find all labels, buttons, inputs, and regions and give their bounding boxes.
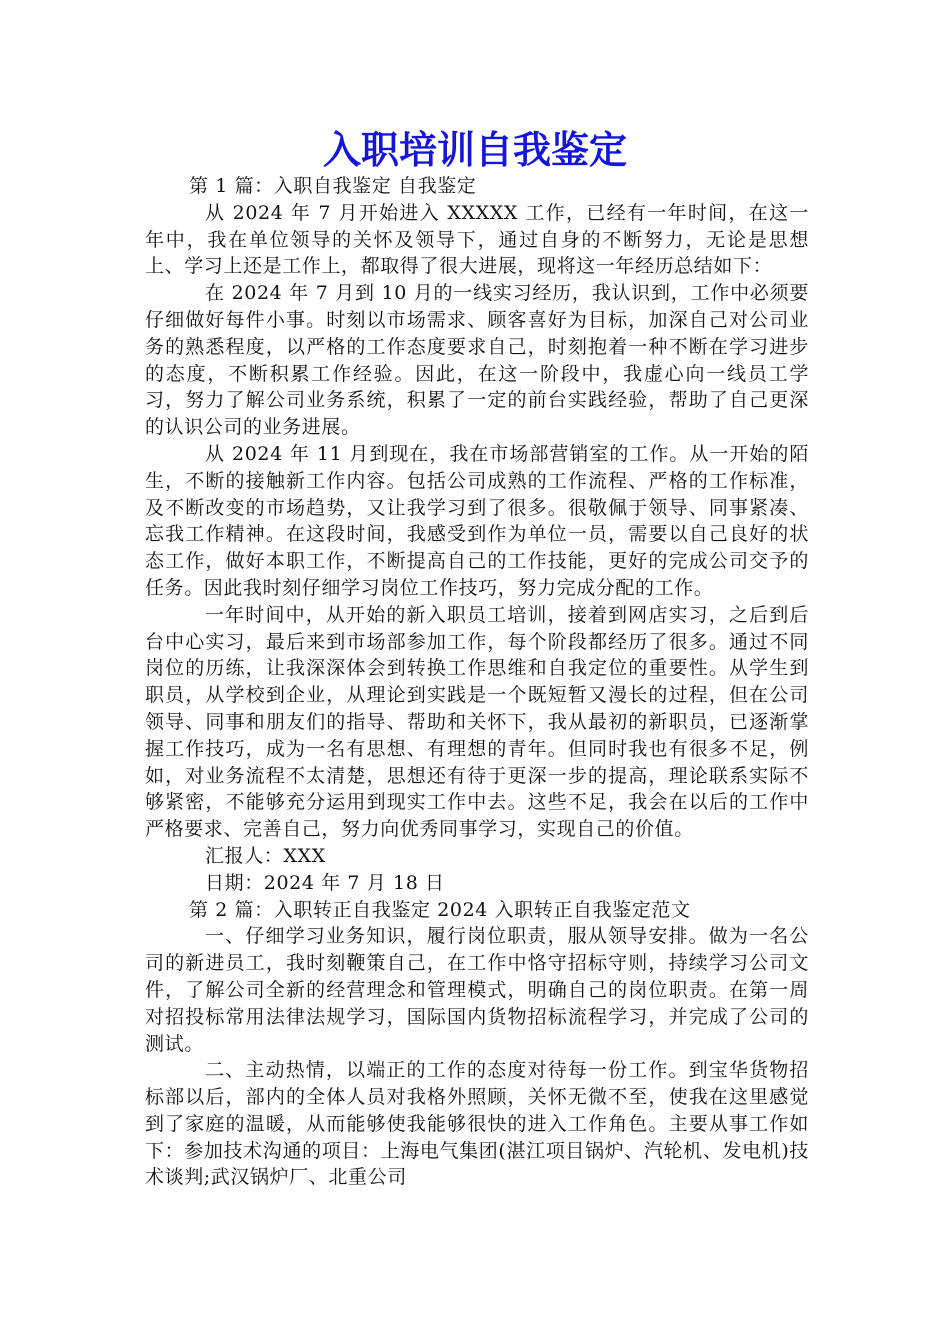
- date-line: 日期：2024 年 7 月 18 日: [205, 871, 445, 894]
- section-2-paragraph-2: 二、主动热情，以端正的工作的态度对待每一份工作。到宝华货物招标部以后，部内的全体人员对我格外照顾，关怀无微不至，使我在这里感觉到了家庭的温暖，从而能够使我能够很快的进入工作角色。主要从事工作如下：参加技术沟通的项目：上海电气集团(湛江项目锅炉、汽轮机、发电机)技术谈判;武汉锅炉厂、北重公司: [145, 1059, 809, 1189]
- section-2-paragraph-1: 一、仔细学习业务知识，履行岗位职责，服从领导安排。做为一名公司的新进员工，我时刻鞭策自己，在工作中恪守招标守则，持续学习公司文件，了解公司全新的经营理念和管理模式，明确自己的岗位职责。在第一周对招投标常用法律法规学习，国际国内货物招标流程学习，并完成了公司的测试。: [145, 925, 809, 1055]
- section-1-paragraph-1: 从 2024 年 7 月开始进入 XXXXX 工作，已经有一年时间，在这一年中，我在单位领导的关怀及领导下，通过自身的不断努力，无论是思想上、学习上还是工作上，都取得了很大进展，现将这一年经历总结如下：: [145, 201, 809, 278]
- section-1-paragraph-4: 一年时间中，从开始的新入职员工培训，接着到网店实习，之后到后台中心实习，最后来到市场部参加工作，每个阶段都经历了很多。通过不同岗位的历练，让我深深体会到转换工作思维和自我定位的重要性。从学生到职员，从学校到企业，从理论到实践是一个既短暂又漫长的过程，但在公司领导、同事和朋友们的指导、帮助和关怀下，我从最初的新职员，已逐渐掌握工作技巧，成为一名有思想、有理想的青年。但同时我也有很多不足，例如，对业务流程不太清楚，思想还有待于更深一步的提高，理论联系实际不够紧密，不能够充分运用到现实工作中去。这些不足，我会在以后的工作中严格要求、完善自己，努力向优秀同事学习，实现自己的价值。: [145, 603, 809, 841]
- document-title: 入职培训自我鉴定: [322, 127, 627, 172]
- section-1-heading: 第 1 篇：入职自我鉴定 自我鉴定: [189, 175, 477, 197]
- section-1-paragraph-3: 从 2024 年 11 月到现在，我在市场部营销室的工作。从一开始的陌生，不断的接触新工作内容。包括公司成熟的工作流程、严格的工作标准，及不断改变的市场趋势，又让我学习到了很多。很敬佩于领导、同事紧凑、忘我工作精神。在这段时间，我感受到作为单位一员，需要以自己良好的状态工作，做好本职工作，不断提高自己的工作技能，更好的完成公司交予的任务。因此我时刻仔细学习岗位工作技巧，努力完成分配的工作。: [145, 442, 809, 599]
- section-1-paragraph-2: 在 2024 年 7 月到 10 月的一线实习经历，我认识到，工作中必须要仔细做好每件小事。时刻以市场需求、顾客喜好为目标，加深自己对公司业务的熟悉程度，以严格的工作态度要求自己，时刻抱着一种不断在学习进步的态度，不断积累工作经验。因此，在这一阶段中，我虚心向一线员工学习，努力了解公司业务系统，积累了一定的前台实践经验，帮助了自己更深的认识公司的业务进展。: [145, 282, 809, 439]
- section-2-heading: 第 2 篇：入职转正自我鉴定 2024 入职转正自我鉴定范文: [189, 898, 691, 921]
- document-body: [145, 173, 809, 1191]
- reporter-line: 汇报人：XXX: [205, 844, 326, 867]
